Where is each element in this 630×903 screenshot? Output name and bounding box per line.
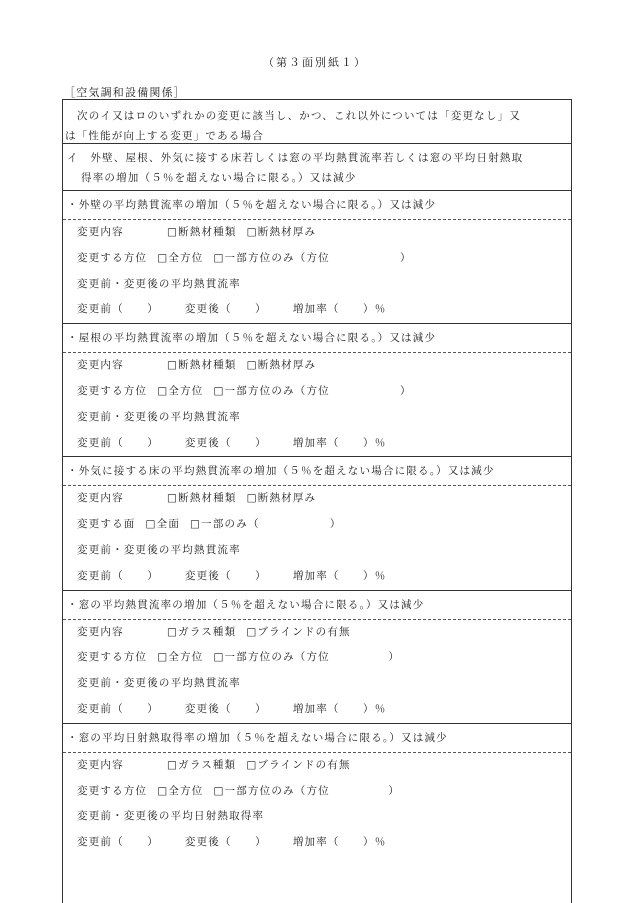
before-field[interactable]: 変更前（ ） [77, 569, 159, 582]
content-label: 変更内容 [77, 758, 124, 771]
value-label-row [63, 538, 571, 564]
form-frame [62, 99, 572, 903]
scope-row [63, 512, 571, 538]
scope-checkbox-1[interactable]: □全方位 [157, 251, 204, 264]
value-row [63, 297, 571, 323]
before-field[interactable]: 変更前（ ） [77, 436, 159, 449]
content-checkbox-2[interactable]: □断熱材厚み [246, 226, 317, 238]
value-label-row [63, 804, 571, 830]
content-checkbox-1[interactable]: □ガラス種類 [167, 625, 237, 638]
rate-field[interactable]: 増加率（ ）％ [292, 836, 387, 849]
scope-checkbox-1[interactable]: □全方位 [157, 651, 204, 664]
scope-checkbox-2[interactable]: □一部方位のみ（方位 ） [213, 651, 401, 664]
after-field[interactable]: 変更後（ ） [184, 702, 267, 715]
change-group [63, 724, 571, 856]
rate-field[interactable]: 増加率（ ）％ [292, 569, 387, 582]
scope-row [63, 379, 571, 405]
change-group [63, 457, 571, 590]
intro-line-2: は「性能が向上する変更」である場合 [65, 130, 264, 142]
scope-label: 変更する方位 [77, 651, 148, 664]
content-checkbox-2[interactable]: □断熱材厚み [246, 492, 317, 505]
scope-checkbox-2[interactable]: □一部方位のみ（方位 ） [213, 384, 412, 397]
after-field[interactable]: 変更後（ ） [184, 303, 267, 316]
scope-label: 変更する方位 [77, 784, 148, 797]
content-row [63, 486, 571, 512]
scope-row [63, 779, 571, 805]
content-checkbox-2[interactable]: □ブラインドの有無 [246, 758, 351, 771]
content-checkbox-1[interactable]: □断熱材種類 [167, 226, 237, 238]
section-label: ［空気調和設備関係］ [64, 86, 186, 99]
page-header: （第３面別紙１） [263, 56, 367, 69]
group-title: ・外壁の平均熱貫流率の増加（５％を超えない場合に限る。）又は減少 [63, 191, 571, 220]
value-row [63, 564, 571, 590]
content-label: 変更内容 [77, 359, 124, 372]
content-row [63, 353, 571, 379]
content-row [63, 753, 571, 779]
after-field[interactable]: 変更後（ ） [184, 436, 267, 449]
scope-label: 変更する方位 [77, 251, 148, 264]
after-field[interactable]: 変更後（ ） [184, 569, 267, 582]
content-label: 変更内容 [77, 625, 124, 638]
value-label-row [63, 272, 571, 298]
value-row [63, 431, 571, 457]
change-groups [63, 191, 571, 856]
rate-field[interactable]: 増加率（ ）％ [292, 436, 387, 449]
value-label: 変更前・変更後の平均熱貫流率 [77, 677, 241, 690]
scope-row [63, 645, 571, 671]
before-field[interactable]: 変更前（ ） [77, 836, 159, 849]
before-field[interactable]: 変更前（ ） [77, 303, 159, 316]
before-field[interactable]: 変更前（ ） [77, 702, 159, 715]
rate-field[interactable]: 増加率（ ）％ [292, 303, 387, 316]
after-field[interactable]: 変更後（ ） [184, 836, 267, 849]
scope-label: 変更する面 [77, 518, 136, 531]
value-label: 変更前・変更後の平均日射熱取得率 [77, 810, 265, 823]
scope-checkbox-2[interactable]: □一部のみ（ ） [190, 518, 342, 531]
group-title: ・外気に接する床の平均熱貫流率の増加（５％を超えない場合に限る。）又は減少 [63, 457, 571, 486]
content-checkbox-1[interactable]: □断熱材種類 [167, 492, 237, 505]
content-row [63, 620, 571, 646]
scope-label: 変更する方位 [77, 384, 148, 397]
content-row [63, 220, 571, 246]
value-row [63, 830, 571, 856]
group-title: ・屋根の平均熱貫流率の増加（５％を超えない場合に限る。）又は減少 [63, 324, 571, 353]
content-label: 変更内容 [77, 226, 124, 238]
content-label: 変更内容 [77, 492, 124, 505]
scope-checkbox-1[interactable]: □全面 [145, 518, 181, 531]
content-checkbox-2[interactable]: □断熱材厚み [246, 359, 317, 372]
change-group [63, 591, 571, 724]
content-checkbox-1[interactable]: □断熱材種類 [167, 359, 237, 372]
change-group [63, 324, 571, 457]
intro-box [63, 100, 571, 144]
scope-checkbox-1[interactable]: □全方位 [157, 784, 204, 797]
item-i-line-1: イ 外壁、屋根、外気に接する床若しくは窓の平均熱貫流率若しくは窓の平均日射熱取 [67, 152, 524, 164]
group-title: ・窓の平均日射熱取得率の増加（５％を超えない場合に限る。）又は減少 [63, 724, 571, 753]
intro-line-1: 次のイ又はロのいずれかの変更に該当し、かつ、これ以外については「変更なし」又 [77, 110, 521, 122]
content-checkbox-1[interactable]: □ガラス種類 [167, 758, 237, 771]
item-i-line-2: 得率の増加（５％を超えない場合に限る。）又は減少 [81, 172, 357, 184]
value-label-row [63, 671, 571, 697]
item-i-box [63, 144, 571, 191]
content-checkbox-2[interactable]: □ブラインドの有無 [246, 625, 351, 638]
value-row [63, 697, 571, 723]
value-label: 変更前・変更後の平均熱貫流率 [77, 543, 241, 556]
scope-checkbox-1[interactable]: □全方位 [157, 384, 204, 397]
scope-checkbox-2[interactable]: □一部方位のみ（方位 ） [213, 251, 412, 264]
value-label: 変更前・変更後の平均熱貫流率 [77, 277, 241, 290]
change-group [63, 191, 571, 324]
scope-checkbox-2[interactable]: □一部方位のみ（方位 ） [213, 784, 401, 797]
value-label: 変更前・変更後の平均熱貫流率 [77, 410, 241, 423]
group-title: ・窓の平均熱貫流率の増加（５％を超えない場合に限る。）又は減少 [63, 591, 571, 620]
value-label-row [63, 405, 571, 431]
rate-field[interactable]: 増加率（ ）％ [292, 702, 387, 715]
scope-row [63, 246, 571, 272]
